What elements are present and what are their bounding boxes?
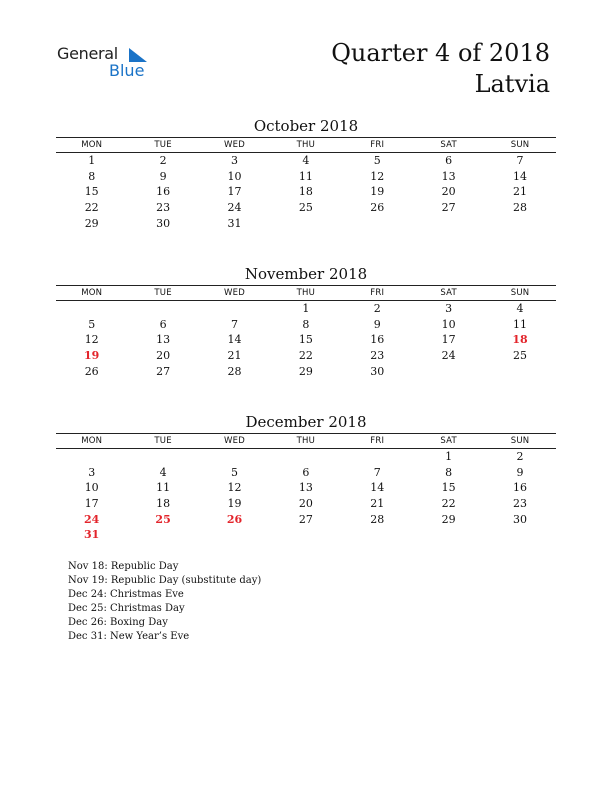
month-grid bbox=[56, 301, 556, 379]
day-cell bbox=[484, 364, 555, 380]
day-cell: 9 bbox=[159, 169, 167, 183]
holiday-day-cell: 18 bbox=[512, 333, 528, 347]
day-cell: 18 bbox=[298, 185, 313, 199]
holiday-day-cell: 26 bbox=[226, 512, 243, 526]
weekday-label: SUN bbox=[510, 288, 530, 298]
month-title: December 2018 bbox=[245, 413, 367, 431]
day-cell: 5 bbox=[373, 154, 381, 167]
weekday-label: SAT bbox=[440, 436, 457, 446]
day-cell: 20 bbox=[298, 497, 313, 511]
day-cell: 9 bbox=[516, 465, 524, 479]
weekday-label: TUE bbox=[154, 436, 172, 446]
day-cell: 7 bbox=[373, 465, 381, 479]
day-cell: 18 bbox=[156, 497, 171, 511]
day-cell: 17 bbox=[441, 333, 456, 347]
day-cell: 27 bbox=[298, 512, 313, 526]
day-cell: 13 bbox=[441, 169, 456, 183]
day-cell: 24 bbox=[441, 349, 456, 363]
weekday-header bbox=[56, 137, 556, 153]
day-cell: 1 bbox=[88, 154, 96, 167]
day-cell: 2 bbox=[516, 450, 524, 463]
holiday-day-cell: 31 bbox=[84, 528, 100, 542]
day-cell bbox=[127, 449, 198, 465]
holiday-item: Dec 25: Christmas Day bbox=[68, 603, 185, 614]
week-row bbox=[56, 301, 556, 317]
day-cell: 10 bbox=[441, 317, 456, 331]
day-cell: 6 bbox=[159, 317, 167, 331]
weekday-label: TUE bbox=[154, 288, 172, 298]
day-cell: 7 bbox=[516, 154, 524, 167]
day-cell: 4 bbox=[516, 302, 524, 315]
day-cell: 19 bbox=[227, 497, 242, 511]
month-title: November 2018 bbox=[244, 265, 368, 283]
day-cell: 29 bbox=[441, 512, 456, 526]
weekday-label: THU bbox=[296, 140, 316, 150]
day-cell: 1 bbox=[302, 302, 310, 315]
week-row bbox=[56, 216, 556, 232]
day-cell: 11 bbox=[513, 317, 528, 331]
day-cell: 28 bbox=[513, 201, 528, 215]
week-row bbox=[56, 184, 556, 200]
day-cell: 21 bbox=[227, 349, 242, 363]
month-title: October 2018 bbox=[253, 117, 359, 135]
week-row bbox=[56, 348, 556, 364]
day-cell bbox=[199, 527, 270, 543]
day-cell bbox=[199, 301, 270, 317]
week-row bbox=[56, 332, 556, 348]
day-cell: 5 bbox=[88, 317, 96, 331]
weekday-label: MON bbox=[81, 140, 103, 150]
day-cell: 10 bbox=[227, 169, 242, 183]
day-cell: 19 bbox=[370, 185, 385, 199]
weekday-label: WED bbox=[224, 288, 245, 298]
day-cell: 15 bbox=[441, 481, 456, 495]
logo-triangle-icon bbox=[125, 48, 147, 62]
day-cell: 22 bbox=[84, 201, 99, 215]
day-cell: 25 bbox=[298, 201, 313, 215]
logo-word-general: General bbox=[57, 44, 118, 63]
day-cell bbox=[127, 527, 198, 543]
day-cell: 5 bbox=[230, 465, 238, 479]
day-cell: 27 bbox=[441, 201, 456, 215]
weekday-label: MON bbox=[81, 436, 103, 446]
weekday-label: FRI bbox=[370, 140, 385, 150]
holiday-day-cell: 25 bbox=[155, 512, 171, 526]
day-cell: 9 bbox=[373, 317, 381, 331]
day-cell: 16 bbox=[513, 481, 528, 495]
day-cell: 30 bbox=[513, 512, 528, 526]
day-cell bbox=[270, 216, 341, 232]
day-cell: 14 bbox=[370, 481, 385, 495]
week-row bbox=[56, 169, 556, 185]
week-row bbox=[56, 527, 556, 543]
day-cell: 8 bbox=[445, 465, 453, 479]
day-cell: 10 bbox=[84, 481, 99, 495]
holiday-list bbox=[68, 560, 261, 644]
day-cell bbox=[127, 301, 198, 317]
month-december bbox=[56, 412, 556, 543]
day-cell: 6 bbox=[302, 465, 310, 479]
day-cell bbox=[199, 449, 270, 465]
day-cell: 25 bbox=[513, 349, 528, 363]
day-cell: 12 bbox=[370, 169, 385, 183]
weekday-header bbox=[56, 285, 556, 301]
day-cell: 7 bbox=[230, 317, 238, 331]
day-cell: 23 bbox=[156, 201, 171, 215]
day-cell: 12 bbox=[227, 481, 242, 495]
title-quarter: Quarter 4 of 2018 bbox=[331, 39, 550, 67]
weekday-label: MON bbox=[81, 288, 103, 298]
month-grid bbox=[56, 449, 556, 543]
day-cell: 21 bbox=[513, 185, 528, 199]
week-row bbox=[56, 465, 556, 481]
day-cell: 20 bbox=[156, 349, 171, 363]
weekday-label: WED bbox=[224, 140, 245, 150]
day-cell: 26 bbox=[370, 201, 385, 215]
day-cell bbox=[413, 216, 484, 232]
day-cell: 21 bbox=[370, 497, 385, 511]
weekday-label: FRI bbox=[370, 288, 385, 298]
day-cell: 1 bbox=[445, 450, 453, 463]
holiday-day-cell: 19 bbox=[84, 349, 100, 363]
day-cell: 20 bbox=[441, 185, 456, 199]
day-cell bbox=[342, 527, 413, 543]
title-country: Latvia bbox=[474, 70, 550, 98]
day-cell: 17 bbox=[84, 497, 99, 511]
day-cell: 29 bbox=[84, 216, 99, 230]
day-cell: 3 bbox=[445, 302, 453, 315]
month-november bbox=[56, 264, 556, 379]
day-cell: 13 bbox=[298, 481, 313, 495]
day-cell: 2 bbox=[373, 302, 381, 315]
day-cell: 4 bbox=[159, 465, 167, 479]
week-row bbox=[56, 449, 556, 465]
day-cell: 23 bbox=[513, 497, 528, 511]
week-row bbox=[56, 200, 556, 216]
weekday-label: THU bbox=[296, 436, 316, 446]
day-cell: 28 bbox=[370, 512, 385, 526]
day-cell bbox=[413, 364, 484, 380]
holiday-item: Dec 24: Christmas Eve bbox=[68, 589, 184, 600]
day-cell: 29 bbox=[298, 364, 313, 378]
weekday-label: SUN bbox=[510, 436, 530, 446]
day-cell: 14 bbox=[227, 333, 242, 347]
month-grid bbox=[56, 153, 556, 231]
weekday-label: TUE bbox=[154, 140, 172, 150]
week-row bbox=[56, 512, 556, 528]
week-row bbox=[56, 153, 556, 169]
day-cell bbox=[342, 216, 413, 232]
day-cell: 22 bbox=[298, 349, 313, 363]
day-cell: 24 bbox=[227, 201, 242, 215]
day-cell: 8 bbox=[302, 317, 310, 331]
holiday-item: Dec 31: New Year’s Eve bbox=[68, 631, 190, 642]
holiday-item: Nov 18: Republic Day bbox=[68, 561, 179, 572]
day-cell bbox=[484, 527, 555, 543]
day-cell bbox=[270, 527, 341, 543]
day-cell: 17 bbox=[227, 185, 242, 199]
day-cell: 15 bbox=[298, 333, 313, 347]
holiday-day-cell: 24 bbox=[84, 512, 100, 526]
day-cell: 30 bbox=[156, 216, 171, 230]
weekday-label: FRI bbox=[370, 436, 385, 446]
day-cell: 22 bbox=[441, 497, 456, 511]
day-cell: 11 bbox=[156, 481, 171, 495]
day-cell: 2 bbox=[159, 154, 167, 167]
day-cell bbox=[342, 449, 413, 465]
day-cell: 23 bbox=[370, 349, 385, 363]
holiday-item: Nov 19: Republic Day (substitute day) bbox=[68, 575, 262, 586]
weekday-header bbox=[56, 433, 556, 449]
weekday-label: WED bbox=[224, 436, 245, 446]
holiday-item: Dec 26: Boxing Day bbox=[68, 617, 168, 628]
day-cell: 3 bbox=[230, 154, 238, 167]
day-cell: 27 bbox=[156, 364, 171, 378]
day-cell: 13 bbox=[156, 333, 171, 347]
weekday-label: THU bbox=[296, 288, 316, 298]
day-cell: 4 bbox=[302, 154, 310, 167]
day-cell: 31 bbox=[227, 216, 242, 230]
day-cell: 30 bbox=[370, 364, 385, 378]
weekday-label: SAT bbox=[440, 288, 457, 298]
logo-word-blue: Blue bbox=[109, 61, 145, 80]
day-cell: 6 bbox=[445, 154, 453, 167]
day-cell: 26 bbox=[84, 364, 99, 378]
week-row bbox=[56, 364, 556, 380]
week-row bbox=[56, 480, 556, 496]
week-row bbox=[56, 496, 556, 512]
month-october bbox=[56, 116, 556, 231]
brand-logo bbox=[57, 42, 157, 82]
weekday-label: SUN bbox=[510, 140, 530, 150]
day-cell: 8 bbox=[88, 169, 96, 183]
day-cell: 16 bbox=[370, 333, 385, 347]
day-cell: 15 bbox=[84, 185, 99, 199]
day-cell bbox=[270, 449, 341, 465]
page-title bbox=[331, 38, 550, 100]
day-cell: 14 bbox=[513, 169, 528, 183]
day-cell bbox=[413, 527, 484, 543]
day-cell bbox=[56, 301, 127, 317]
weekday-label: SAT bbox=[440, 140, 457, 150]
week-row bbox=[56, 317, 556, 333]
day-cell: 28 bbox=[227, 364, 242, 378]
day-cell: 12 bbox=[84, 333, 99, 347]
day-cell: 11 bbox=[298, 169, 313, 183]
day-cell: 3 bbox=[88, 465, 96, 479]
day-cell bbox=[484, 216, 555, 232]
day-cell: 16 bbox=[156, 185, 171, 199]
day-cell bbox=[56, 449, 127, 465]
